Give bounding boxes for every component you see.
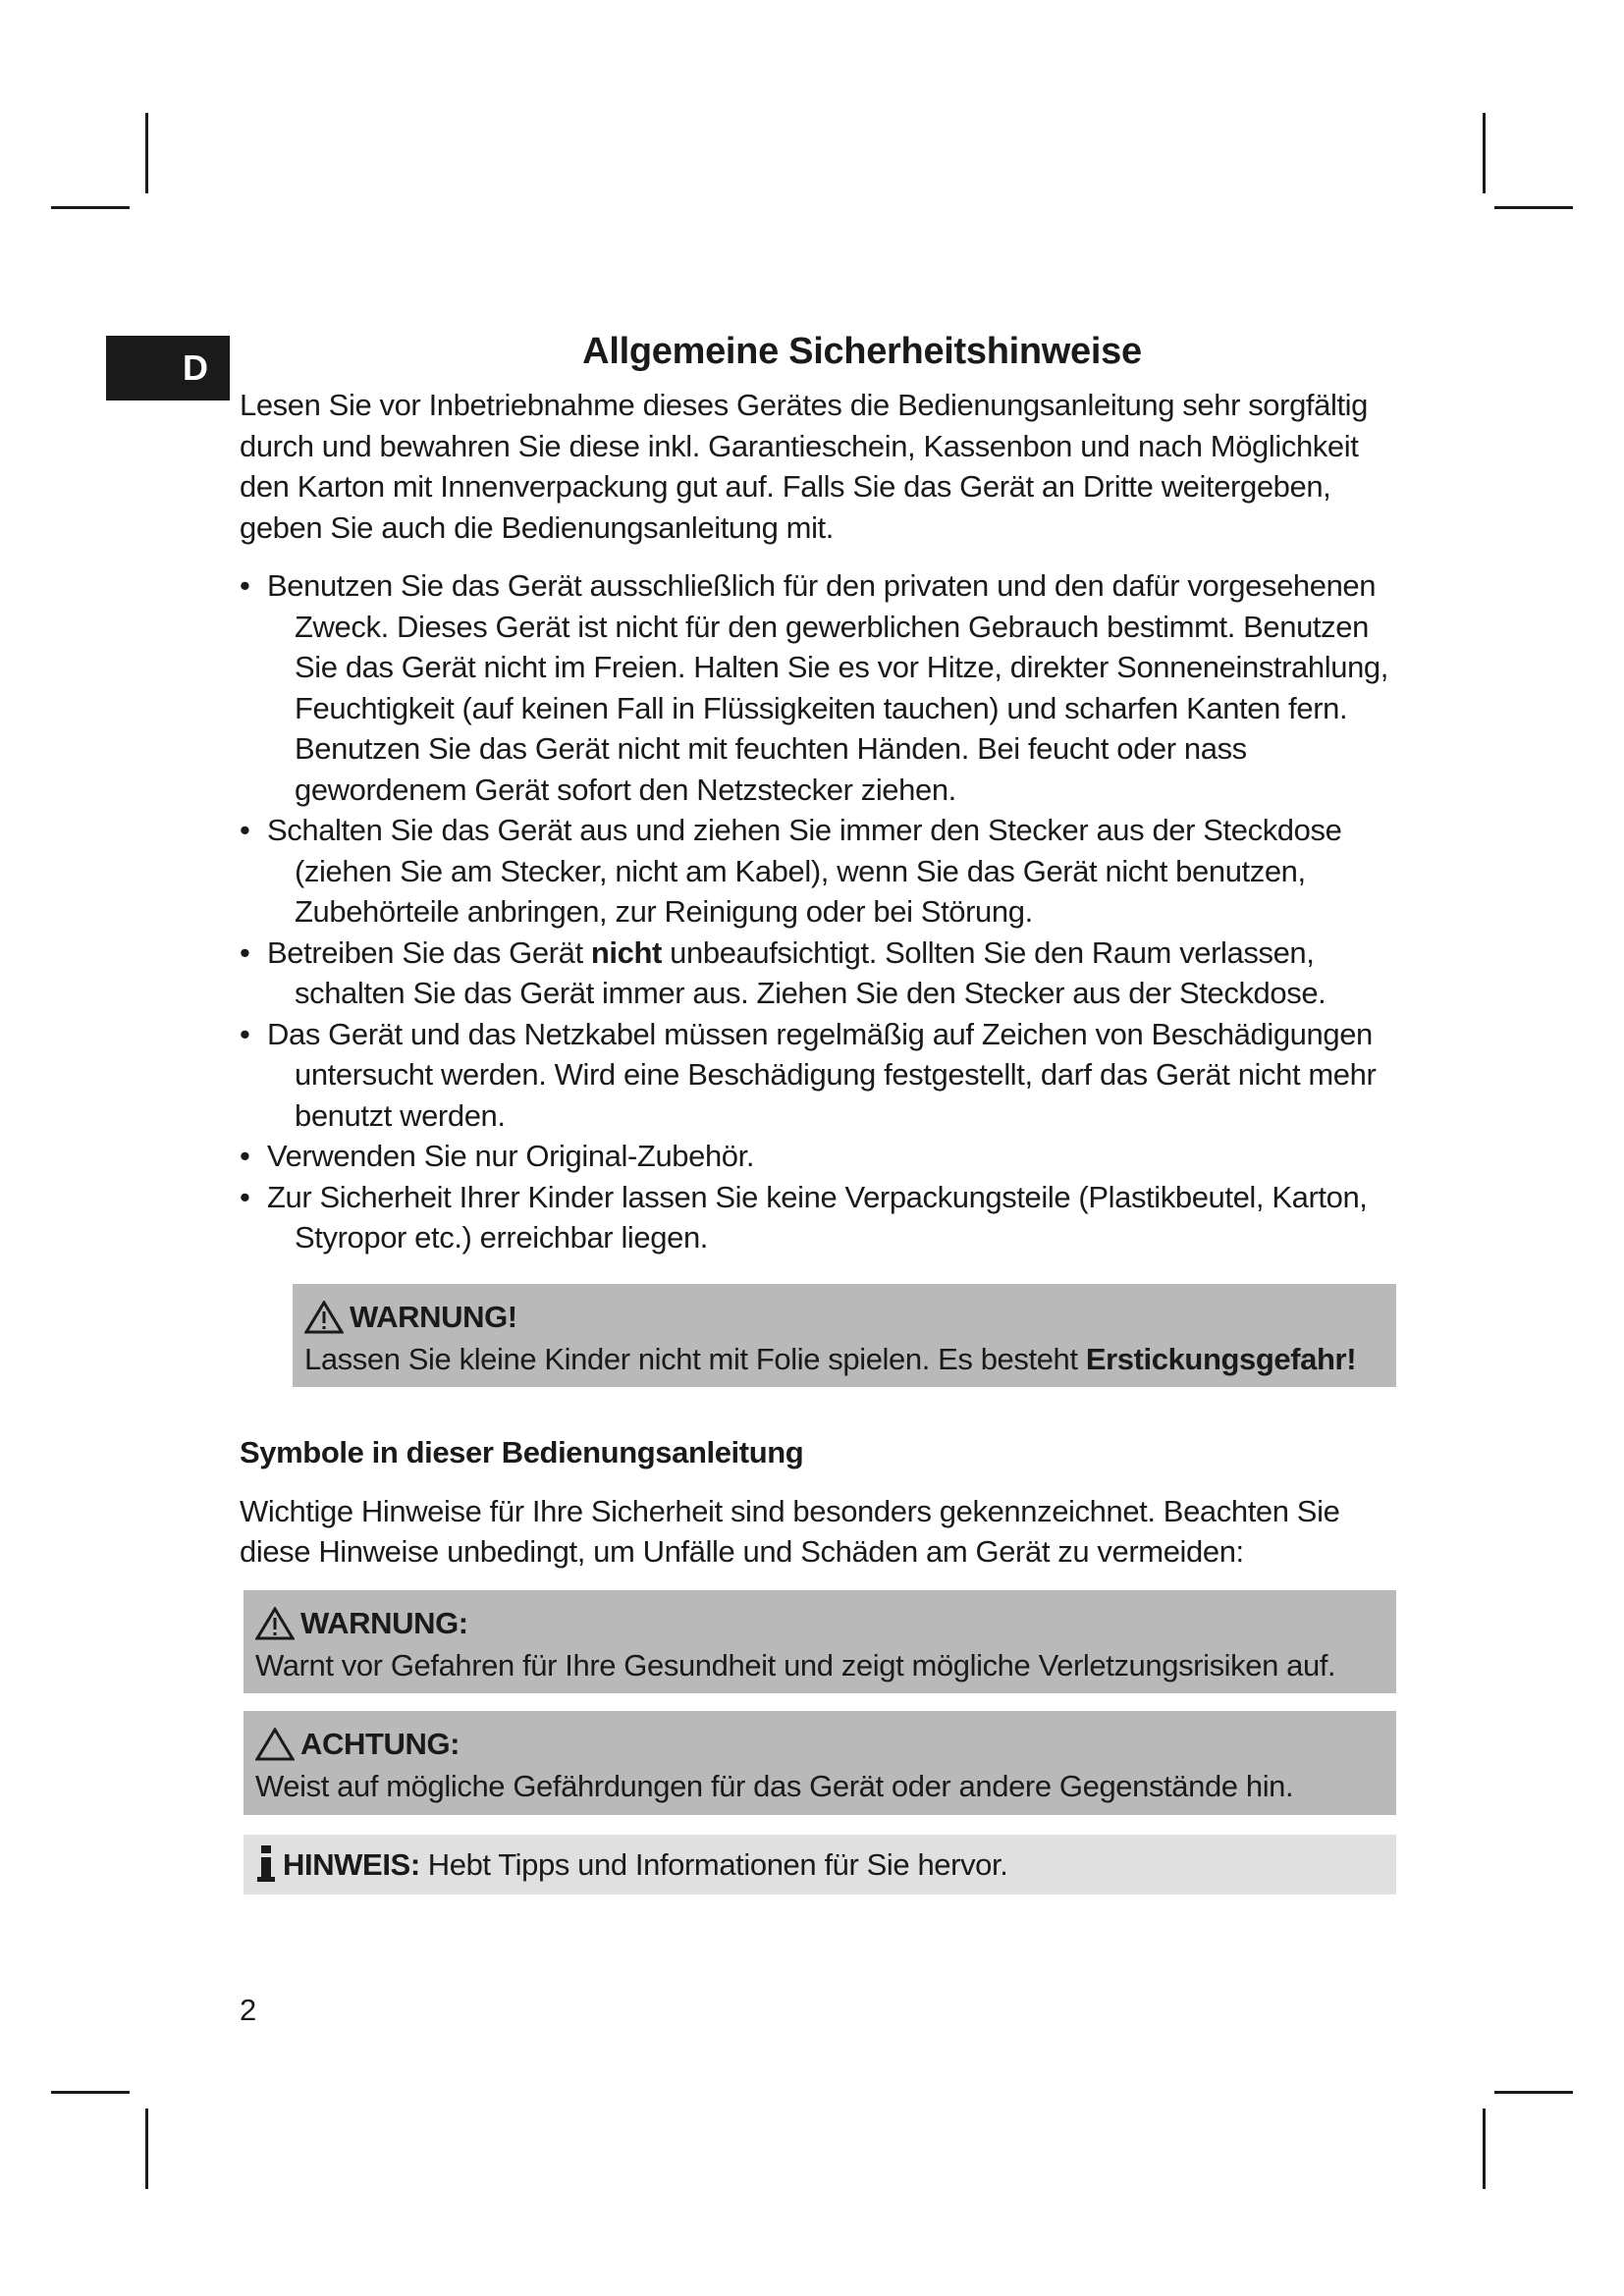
crop-mark [1494,2091,1573,2094]
warning-box: WARNUNG! Lassen Sie kleine Kinder nicht mit Folie spielen. Es besteht Erstickungsgefahr! [293,1284,1396,1388]
crop-mark [1494,206,1573,209]
warning-label: WARNUNG! [350,1299,517,1334]
safety-list [240,565,1406,1258]
warning-icon [304,1301,344,1334]
section-heading: Symbole in dieser Bedienungsanleitung [240,1435,804,1469]
emphasis: nicht [590,934,662,970]
list-item: • Zur Sicherheit Ihrer Kinder lassen Sie keine Verpackungsteile (Plastikbeutel, Karton, Styropor etc.) erreichbar liegen. [240,1179,1368,1255]
page-title: Allgemeine Sicherheitshinweise [582,331,1142,372]
symbol-hinweis-box: HINWEIS: Hebt Tipps und Informationen für Sie hervor. [244,1835,1396,1896]
emphasis: Erstickungsgefahr! [1085,1341,1357,1376]
symbol-warnung-box: WARNUNG: Warnt vor Gefahren für Ihre Gesundheit und zeigt mögliche Verletzungsrisiken auf. [244,1590,1396,1694]
info-icon [255,1845,277,1883]
warning-icon [255,1607,295,1640]
caution-icon [255,1728,295,1761]
crop-mark [1483,2109,1486,2189]
list-item: • Verwenden Sie nur Original-Zubehör. [240,1139,755,1173]
list-item: • Benutzen Sie das Gerät ausschließlich für den privaten und den dafür vorgesehenen Zweck. Dieses Gerät ist nicht für den gewerblichen Gebrauch bestimmt. Benutzen Sie das Gerät nicht im Freien. Halten Sie es vor Hitze, direkter Sonneneinstrahlung, Feuchtigkeit (auf keinen Fall in Flüssigkeiten tauchen) und scharfen Kanten fern. Benutzen Sie das Gerät nicht mit feuchten Händen. Bei feucht oder nass gewordenem Gerät sofort den Netzstecker ziehen. [240,568,1388,807]
symbol-achtung-box: ACHTUNG: Weist auf mögliche Gefährdungen für das Gerät oder andere Gegenstände hin. [244,1711,1396,1815]
list-item: • Betreiben Sie das Gerät nicht unbeaufsichtigt. Sollten Sie den Raum verlassen, schalten Sie das Gerät immer aus. Ziehen Sie den Stecker aus der Steckdose. [240,934,1326,1010]
crop-mark [1483,113,1486,193]
crop-mark [145,2109,148,2189]
language-tab: D [106,336,230,400]
intro-paragraph: Lesen Sie vor Inbetriebnahme dieses Gerätes die Bedienungsanleitung sehr sorgfältig durch und bewahren Sie diese inkl. Garantieschein, Kassenbon und nach Möglichkeit den Karton mit Innenverpackung gut auf. Falls Sie das Gerät an Dritte weitergeben, geben Sie auch die Bedienungsanleitung mit. [240,388,1368,545]
crop-mark [51,206,130,209]
list-item: • Schalten Sie das Gerät aus und ziehen Sie immer den Stecker aus der Steckdose (ziehen Sie am Stecker, nicht am Kabel), wenn Sie das Gerät nicht benutzen, Zubehörteile anbringen, zur Reinigung oder bei Störung. [240,813,1342,929]
symbols-intro: Wichtige Hinweise für Ihre Sicherheit sind besonders gekennzeichnet. Beachten Sie diese Hinweise unbedingt, um Unfälle und Schäden am Gerät zu vermeiden: [240,1493,1340,1569]
list-item: • Das Gerät und das Netzkabel müssen regelmäßig auf Zeichen von Beschädigungen untersucht werden. Wird eine Beschädigung festgestellt, darf das Gerät nicht mehr benutzt werden. [240,1016,1377,1133]
crop-mark [51,2091,130,2094]
page-number: 2 [240,1993,257,2027]
page-content [240,324,1406,1895]
crop-mark [145,113,148,193]
